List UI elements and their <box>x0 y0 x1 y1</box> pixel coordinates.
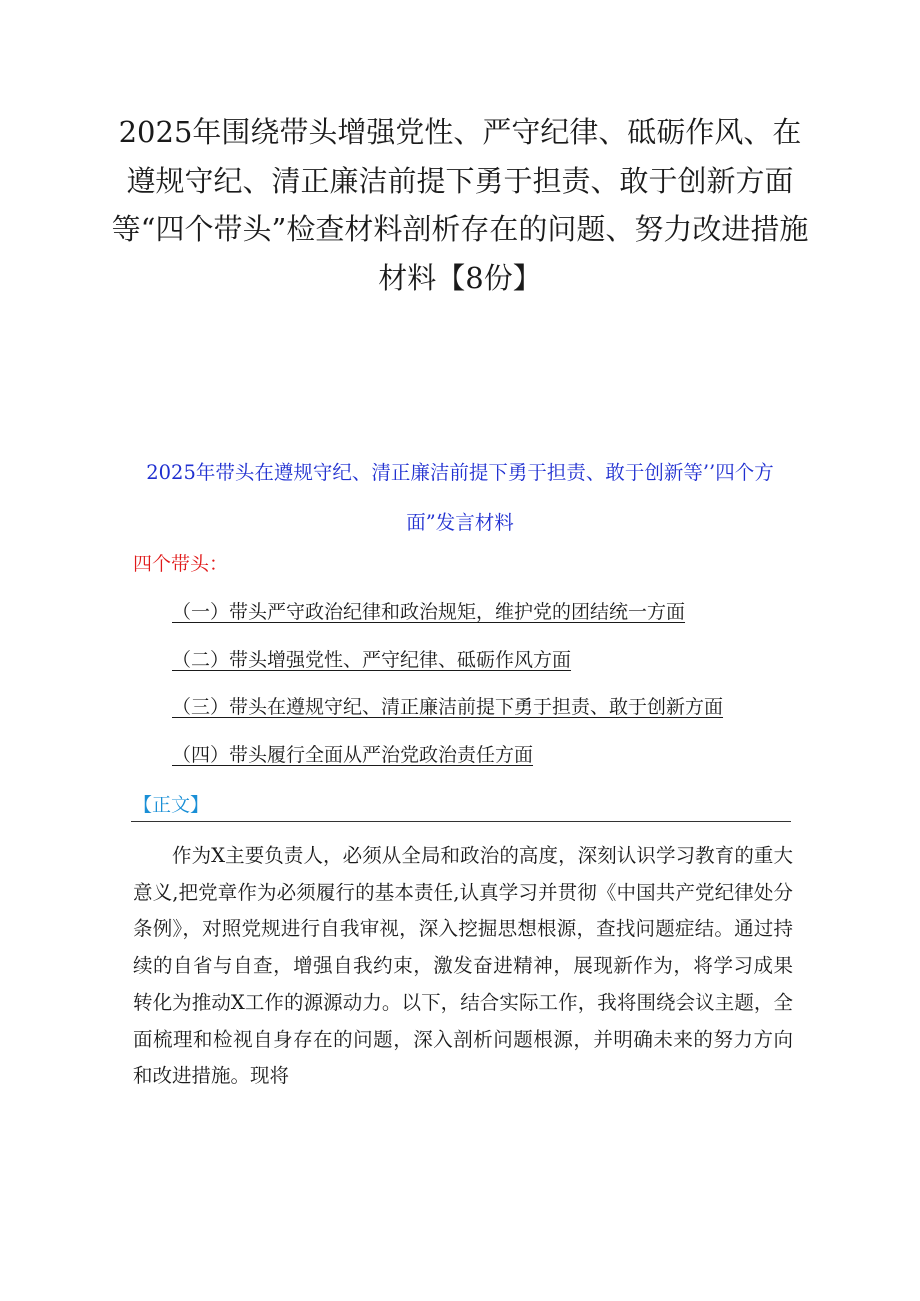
body-section-tag: 【正文】 <box>133 794 210 816</box>
four-lead-label: 四个带头： <box>133 553 229 575</box>
divider-line <box>131 821 791 822</box>
toc-link-2[interactable]: （二）带头增强党性、严守纪律、砥砺作风方面 <box>172 648 572 671</box>
toc-link-3[interactable]: （三）带头在遵规守纪、清正廉洁前提下勇于担责、敢于创新方面 <box>172 696 724 718</box>
table-of-contents <box>172 597 723 787</box>
toc-item <box>172 740 723 788</box>
toc-item <box>172 645 723 693</box>
toc-item <box>172 692 723 740</box>
toc-link-4[interactable]: （四）带头履行全面从严治党政治责任方面 <box>172 743 534 766</box>
document-title: 2025年围绕带头增强党性、严守纪律、砥砺作风、在遵规守纪、清正廉洁前提下勇于担责、敢于创新方面等“四个带头”检查材料剖析存在的问题、努力改进措施材料【8份】 <box>111 115 809 295</box>
body-paragraph: 作为X主要负责人，必须从全局和政治的高度，深刻认识学习教育的重大意义,把党章作为必须履行的基本责任,认真学习并贯彻《中国共产党纪律处分条例》，对照党规进行自我审视，深入挖掘思想根源，查找问题症结。通过持续的自省与自查，增强自我约束，激发奋进精神，展现新作为，将学习成果转化为推动X工作的源源动力。以下，结合实际工作，我将围绕会议主题，全面梳理和检视自身存在的问题，深入剖析问题根源，并明确未来的努力方向和改进措施。现将 <box>133 844 793 1088</box>
section-title: 2025年带头在遵规守纪、清正廉洁前提下勇于担责、敢于创新等’’四个方面”发言材料 <box>146 461 774 534</box>
toc-link-1[interactable]: （一）带头严守政治纪律和政治规矩，维护党的团结统一方面 <box>172 601 686 623</box>
toc-item <box>172 597 723 645</box>
